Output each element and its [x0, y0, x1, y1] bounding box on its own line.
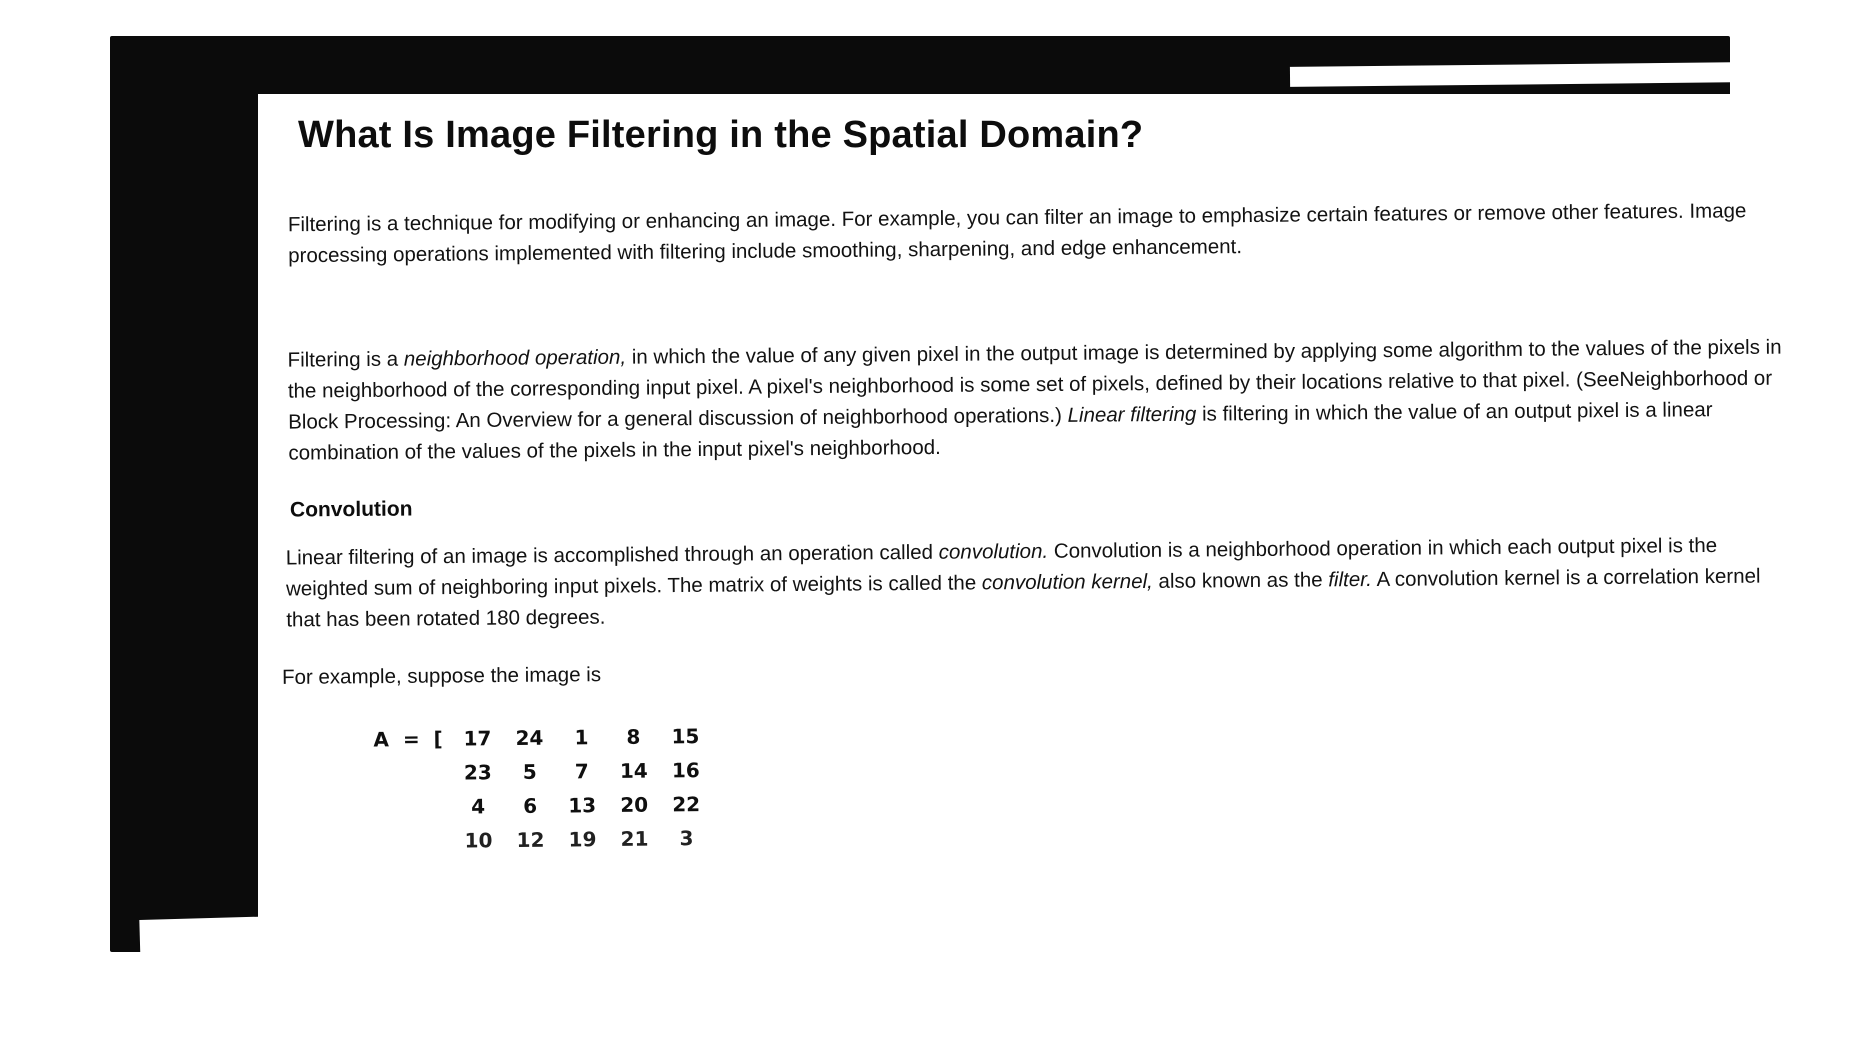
- paragraph-intro-text: Filtering is a technique for modifying or enhancing an image. For example, you can filter an image to emphasize certain features or remove other features. Image processing operations implemented with filtering include smoothing, sharpening, and edge enhancement.: [287, 199, 1747, 268]
- paragraph-convolution: [286, 530, 1767, 636]
- matrix-label: A = [: [373, 726, 443, 752]
- matrix-cell: 24: [515, 725, 544, 750]
- paragraph-example-lead: [282, 654, 1182, 693]
- paragraph-neighborhood: [287, 331, 1808, 468]
- matrix-cell: 16: [671, 758, 700, 783]
- matrix-cell: 12: [516, 827, 545, 852]
- matrix-cell: 23: [463, 760, 492, 785]
- matrix-row: [317, 700, 711, 752]
- page-title: What Is Image Filtering in the Spatial Domain?: [298, 114, 1144, 156]
- matrix-cell: 22: [672, 792, 701, 817]
- matrix-cell: 5: [522, 759, 537, 784]
- matrix-cell: 13: [568, 793, 597, 818]
- paragraph-convolution-text: Linear filtering of an image is accomplished through an operation called convolution. Convolution is a neighborhood operation in which each output pixel is the weighted sum of neighboring input pixels. The matrix of weights is called the convolution kernel, also known as the filter. A convolution kernel is a correlation kernel that has been rotated 180 degrees.: [285, 533, 1761, 632]
- matrix-cell: 7: [574, 759, 589, 784]
- paragraph-neighborhood-text: Filtering is a neighborhood operation, in which the value of any given pixel in the output image is determined by applying some algorithm to the values of the pixels in the neighborhood of the corresponding input pixel. A pixel's neighborhood is some set of pixels, defined by their locations relative to that pixel. (SeeNeighborhood or Block Processing: An Overview for a general discussion of neighborhood operations.) Linear filtering is filtering in which the value of an output pixel is a linear combination of the values of the pixels in the input pixel's neighborhood.: [287, 335, 1782, 465]
- document-page: [258, 94, 1838, 956]
- matrix-row-clipped: [318, 802, 712, 853]
- matrix-cell: 4: [471, 794, 486, 819]
- subheading-convolution: Convolution: [289, 497, 413, 522]
- scanned-slide-frame: [110, 36, 1782, 952]
- paragraph-intro: [288, 195, 1799, 271]
- matrix-cell: 6: [523, 793, 538, 818]
- matrix-cell: 20: [620, 792, 649, 817]
- matrix-cell: 3: [679, 826, 694, 851]
- matrix-row-indent: [375, 848, 453, 849]
- matrix-a: [317, 700, 712, 853]
- matrix-cell: 14: [619, 758, 648, 783]
- matrix-cell: 17: [463, 726, 492, 751]
- matrix-cell: 10: [464, 828, 493, 853]
- matrix-cell: 19: [568, 827, 597, 852]
- matrix-cell: 8: [626, 724, 641, 749]
- matrix-cell: 1: [574, 725, 589, 750]
- paragraph-example-lead-text: For example, suppose the image is: [281, 663, 602, 689]
- matrix-row-indent: [374, 780, 452, 781]
- frame-edge-tear-top: [1290, 61, 1850, 87]
- matrix-cell: 21: [620, 826, 649, 851]
- matrix-cell: 15: [671, 724, 700, 749]
